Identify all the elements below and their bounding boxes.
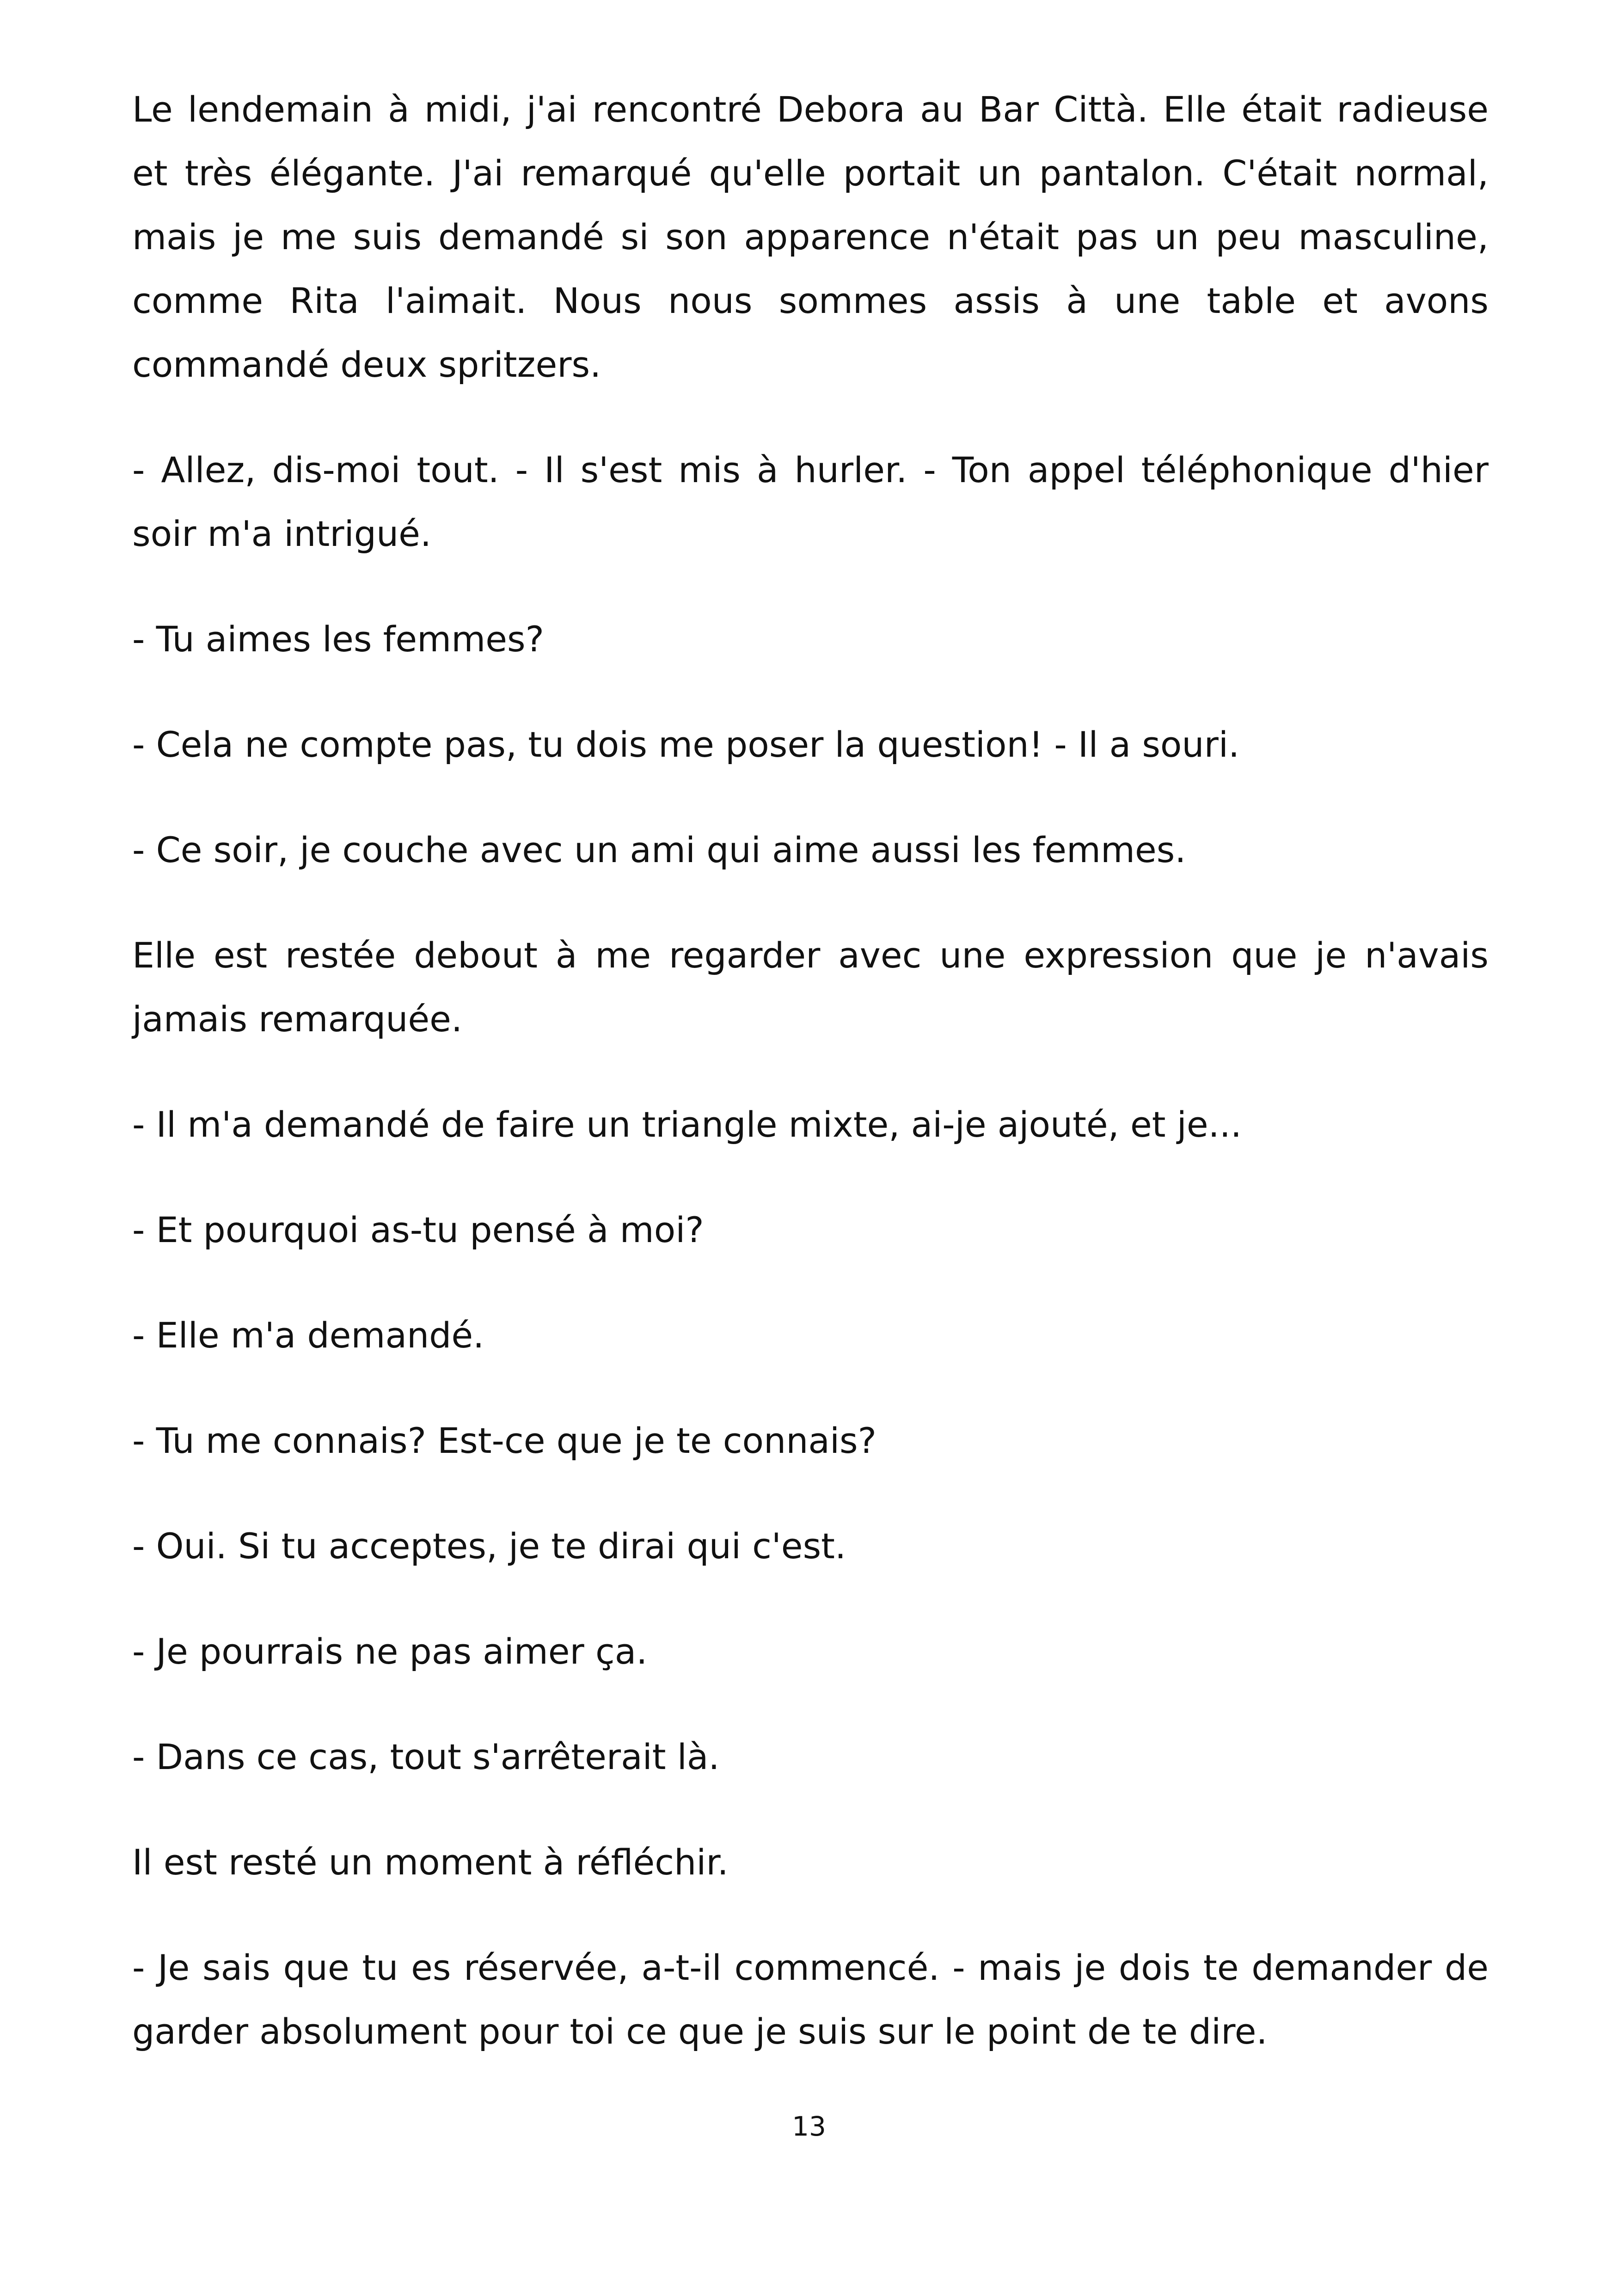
paragraph-9: - Elle m'a demandé. — [132, 1315, 484, 1356]
paragraph-1: Le lendemain à midi, j'ai rencontré Debora au Bar Città. Elle était radieuse et très élégante. J'ai remarqué qu'elle portait un pantalon. C'était normal, mais je me suis demandé si son apparence n'était pas un peu masculine, comme Rita l'aimait. Nous nous sommes assis à une table et avons commandé deux spritzers. — [132, 89, 1489, 385]
paragraph-5: - Ce soir, je couche avec un ami qui aime aussi les femmes. — [132, 829, 1186, 870]
paragraph-3: - Tu aimes les femmes? — [132, 618, 544, 660]
paragraph-13: - Dans ce cas, tout s'arrêterait là. — [132, 1736, 720, 1777]
paragraph-7: - Il m'a demandé de faire un triangle mixte, ai-je ajouté, et je... — [132, 1104, 1242, 1145]
paragraph-8: - Et pourquoi as-tu pensé à moi? — [132, 1209, 704, 1250]
paragraph-11: - Oui. Si tu acceptes, je te dirai qui c'est. — [132, 1525, 846, 1567]
body-text — [132, 78, 1489, 2105]
paragraph-12: - Je pourrais ne pas aimer ça. — [132, 1631, 648, 1672]
paragraph-10: - Tu me connais? Est-ce que je te connais? — [132, 1420, 876, 1461]
page-number: 13 — [792, 2111, 826, 2142]
paragraph-6: Elle est restée debout à me regarder avec une expression que je n'avais jamais remarquée. — [132, 935, 1489, 1040]
paragraph-4: - Cela ne compte pas, tu dois me poser la question! - Il a souri. — [132, 724, 1240, 765]
paragraph-15: - Je sais que tu es réservée, a-t-il commencé. - mais je dois te demander de garder absolument pour toi ce que je suis sur le point de te dire. — [132, 1947, 1489, 2052]
paragraph-2: - Allez, dis-moi tout. - Il s'est mis à hurler. - Ton appel téléphonique d'hier soir m'a intrigué. — [132, 449, 1489, 554]
paragraph-14: Il est resté un moment à réfléchir. — [132, 1842, 729, 1883]
